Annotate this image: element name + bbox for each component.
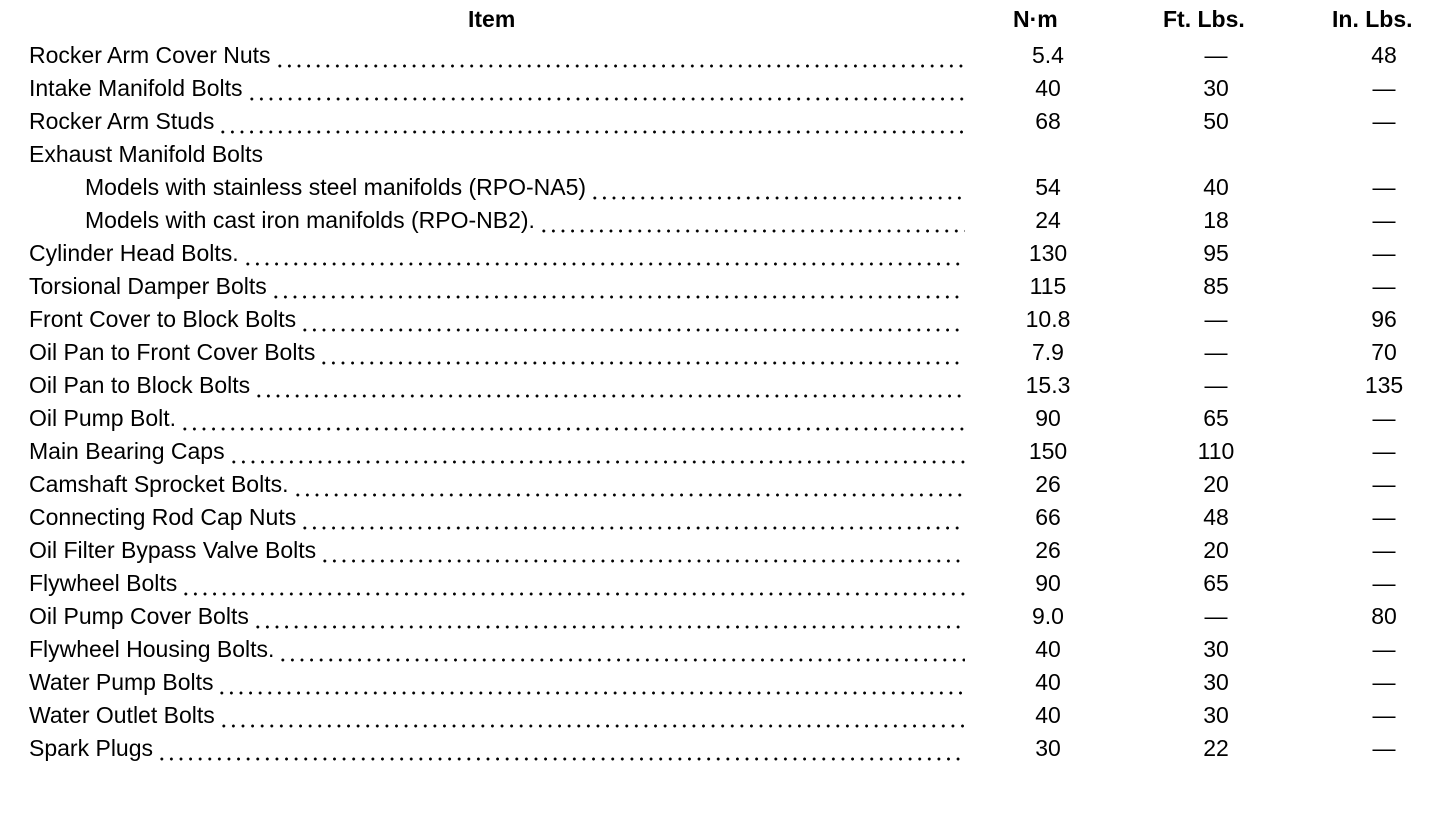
nm-value: 9.0 — [1032, 603, 1064, 629]
item-cell — [29, 732, 965, 765]
item-label: Flywheel Bolts — [29, 570, 178, 596]
item-cell — [29, 567, 965, 600]
table-row — [0, 468, 1456, 501]
item-label: Flywheel Housing Bolts. — [29, 636, 275, 662]
table-row — [0, 633, 1456, 666]
table-row — [0, 732, 1456, 765]
ft-lbs-value: 30 — [1203, 669, 1229, 695]
ft-lbs-value: — — [1204, 603, 1228, 629]
nm-value: 40 — [1035, 636, 1061, 662]
in-lbs-value: — — [1372, 504, 1396, 530]
in-lbs-value: — — [1372, 207, 1396, 233]
item-cell — [29, 666, 965, 699]
dot-leader — [157, 732, 965, 765]
item-cell — [29, 534, 965, 567]
in-lbs-value: 48 — [1371, 42, 1397, 68]
dot-leader — [300, 303, 965, 336]
item-label: Rocker Arm Cover Nuts — [29, 42, 271, 68]
item-label: Oil Pan to Block Bolts — [29, 372, 251, 398]
item-cell — [29, 270, 965, 303]
item-cell — [29, 72, 965, 105]
ft-lbs-value: 22 — [1203, 735, 1229, 761]
in-lbs-value: — — [1372, 735, 1396, 761]
ft-lbs-value: 65 — [1203, 570, 1229, 596]
table-row — [0, 666, 1456, 699]
ft-lbs-value: 20 — [1203, 537, 1229, 563]
dot-leader — [539, 204, 965, 237]
dot-leader — [320, 534, 965, 567]
ft-lbs-value: 48 — [1203, 504, 1229, 530]
in-lbs-value: — — [1372, 174, 1396, 200]
in-lbs-value: — — [1372, 570, 1396, 596]
table-row — [0, 138, 1456, 171]
column-header-item: Item — [468, 6, 516, 32]
ft-lbs-value: 85 — [1203, 273, 1229, 299]
column-header-ft-lbs: Ft. Lbs. — [1163, 6, 1245, 32]
table-header — [0, 6, 1456, 36]
dot-leader — [271, 270, 965, 303]
item-label: Water Outlet Bolts — [29, 702, 215, 728]
in-lbs-value: — — [1372, 75, 1396, 101]
dot-leader — [243, 237, 965, 270]
in-lbs-value: — — [1372, 438, 1396, 464]
ft-lbs-value: 30 — [1203, 75, 1229, 101]
item-cell — [29, 237, 965, 270]
table-row — [0, 534, 1456, 567]
item-cell — [29, 105, 965, 138]
item-label: Oil Pan to Front Cover Bolts — [29, 339, 316, 365]
ft-lbs-value: 30 — [1203, 636, 1229, 662]
dot-leader — [218, 105, 965, 138]
in-lbs-value: — — [1372, 537, 1396, 563]
item-label: Models with cast iron manifolds (RPO-NB2). — [85, 207, 535, 233]
in-lbs-value: — — [1372, 108, 1396, 134]
nm-value: 26 — [1035, 471, 1061, 497]
item-cell — [29, 501, 965, 534]
nm-value: 30 — [1035, 735, 1061, 761]
nm-value: 10.8 — [1025, 306, 1071, 332]
item-cell — [85, 171, 965, 204]
item-label: Camshaft Sprocket Bolts. — [29, 471, 289, 497]
ft-lbs-value: 30 — [1203, 702, 1229, 728]
dot-leader — [253, 600, 965, 633]
item-cell — [29, 39, 965, 72]
table-row — [0, 303, 1456, 336]
item-cell — [85, 204, 965, 237]
table-row — [0, 171, 1456, 204]
ft-lbs-value: — — [1204, 306, 1228, 332]
ft-lbs-value: 18 — [1203, 207, 1229, 233]
item-label: Rocker Arm Studs — [29, 108, 215, 134]
nm-value: 66 — [1035, 504, 1061, 530]
nm-value: 150 — [1028, 438, 1068, 464]
in-lbs-value: 70 — [1371, 339, 1397, 365]
item-cell — [29, 303, 965, 336]
item-label: Connecting Rod Cap Nuts — [29, 504, 297, 530]
item-cell — [29, 336, 965, 369]
item-label: Main Bearing Caps — [29, 438, 225, 464]
in-lbs-value: — — [1372, 702, 1396, 728]
dot-leader — [219, 699, 965, 732]
in-lbs-value: 80 — [1371, 603, 1397, 629]
item-cell — [29, 468, 965, 501]
item-label: Spark Plugs — [29, 735, 154, 761]
ft-lbs-value: 20 — [1203, 471, 1229, 497]
item-cell — [29, 435, 965, 468]
column-header-in-lbs: In. Lbs. — [1332, 6, 1413, 32]
table-row — [0, 567, 1456, 600]
dot-leader — [229, 435, 965, 468]
nm-value: 15.3 — [1025, 372, 1071, 398]
item-cell — [29, 369, 965, 402]
ft-lbs-value: 65 — [1203, 405, 1229, 431]
nm-value: 5.4 — [1032, 42, 1064, 68]
nm-value: 40 — [1035, 75, 1061, 101]
table-row — [0, 237, 1456, 270]
item-cell — [29, 699, 965, 732]
item-label: Oil Pump Cover Bolts — [29, 603, 249, 629]
in-lbs-value: — — [1372, 240, 1396, 266]
dot-leader — [180, 402, 965, 435]
table-row — [0, 336, 1456, 369]
item-label: Exhaust Manifold Bolts — [29, 141, 263, 167]
ft-lbs-value: — — [1204, 372, 1228, 398]
ft-lbs-value: 40 — [1203, 174, 1229, 200]
table-row — [0, 270, 1456, 303]
item-label: Models with stainless steel manifolds (RPO-NA5) — [85, 174, 587, 200]
table-row — [0, 600, 1456, 633]
dot-leader — [217, 666, 965, 699]
ft-lbs-value: 110 — [1197, 438, 1235, 464]
nm-value: 54 — [1035, 174, 1061, 200]
dot-leader — [247, 72, 965, 105]
ft-lbs-value: 95 — [1203, 240, 1229, 266]
item-label: Torsional Damper Bolts — [29, 273, 267, 299]
dot-leader — [300, 501, 965, 534]
in-lbs-value: — — [1372, 273, 1396, 299]
nm-value: 40 — [1035, 702, 1061, 728]
in-lbs-value: 96 — [1371, 306, 1397, 332]
item-label: Front Cover to Block Bolts — [29, 306, 297, 332]
in-lbs-value: — — [1372, 405, 1396, 431]
nm-value: 40 — [1035, 669, 1061, 695]
dot-leader — [293, 468, 966, 501]
dot-leader — [181, 567, 965, 600]
table-row — [0, 39, 1456, 72]
item-cell — [29, 138, 965, 171]
in-lbs-value: 135 — [1364, 372, 1404, 398]
table-row — [0, 369, 1456, 402]
nm-value: 7.9 — [1032, 339, 1064, 365]
item-label: Water Pump Bolts — [29, 669, 214, 695]
ft-lbs-value: 50 — [1203, 108, 1229, 134]
in-lbs-value: — — [1372, 669, 1396, 695]
item-cell — [29, 633, 965, 666]
item-cell — [29, 600, 965, 633]
table-row — [0, 204, 1456, 237]
table-row — [0, 435, 1456, 468]
column-header-nm: N·m — [1013, 6, 1058, 32]
table-row — [0, 402, 1456, 435]
dot-leader — [254, 369, 965, 402]
dot-leader — [590, 171, 965, 204]
ft-lbs-value: — — [1204, 339, 1228, 365]
item-label: Oil Pump Bolt. — [29, 405, 176, 431]
table-row — [0, 72, 1456, 105]
dot-leader — [319, 336, 965, 369]
nm-value: 90 — [1035, 405, 1061, 431]
item-cell — [29, 402, 965, 435]
item-label: Cylinder Head Bolts. — [29, 240, 239, 266]
nm-value: 115 — [1029, 273, 1067, 299]
dot-leader — [275, 39, 965, 72]
table-row — [0, 699, 1456, 732]
nm-value: 24 — [1035, 207, 1061, 233]
table-row — [0, 501, 1456, 534]
item-label: Intake Manifold Bolts — [29, 75, 243, 101]
table-row — [0, 105, 1456, 138]
in-lbs-value: — — [1372, 471, 1396, 497]
nm-value: 26 — [1035, 537, 1061, 563]
dot-leader — [278, 633, 965, 666]
ft-lbs-value: — — [1204, 42, 1228, 68]
item-label: Oil Filter Bypass Valve Bolts — [29, 537, 317, 563]
nm-value: 90 — [1035, 570, 1061, 596]
table-body — [0, 39, 1456, 765]
nm-value: 68 — [1035, 108, 1061, 134]
nm-value: 130 — [1028, 240, 1068, 266]
in-lbs-value: — — [1372, 636, 1396, 662]
